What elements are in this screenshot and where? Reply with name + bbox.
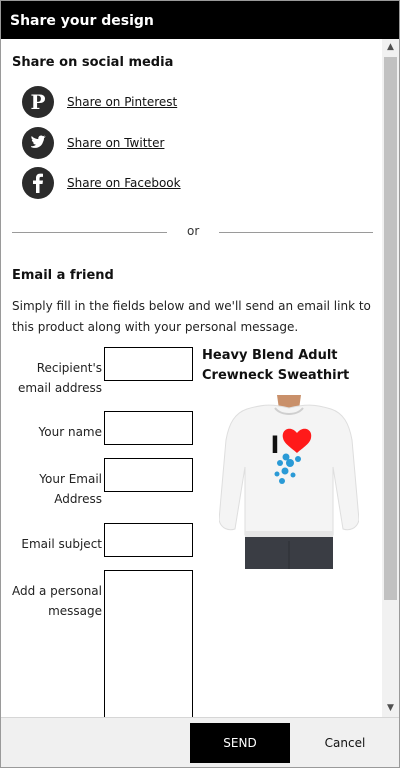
pinterest-icon[interactable] [22,86,54,118]
share-twitter-link[interactable]: Share on Twitter [67,136,165,150]
your-name-input[interactable] [104,411,193,445]
twitter-icon[interactable] [22,127,54,159]
email-subject-label: Email subject [21,537,102,551]
your-name-label: Your name [38,425,102,439]
scrollbar-thumb[interactable] [384,57,397,600]
share-pinterest-row[interactable] [22,86,177,118]
scroll-down-icon[interactable]: ▼ [387,703,394,713]
cancel-button[interactable]: Cancel [305,723,385,763]
print-letter: I [270,431,280,459]
your-email-label: Your Email Address [39,472,102,506]
svg-text:P: P [30,90,46,114]
your-email-input[interactable] [104,458,193,492]
facebook-icon[interactable] [22,167,54,199]
scroll-area[interactable] [1,39,399,717]
share-pinterest-link[interactable]: Share on Pinterest [67,95,178,109]
personal-message-textarea[interactable] [104,570,193,717]
social-section-title: Share on social media [12,55,174,70]
send-button[interactable]: SEND [190,723,290,763]
dialog-header [1,1,399,39]
dialog-title: Share your design [10,13,154,29]
vertical-scrollbar[interactable] [382,39,399,717]
share-facebook-link[interactable]: Share on Facebook [67,176,181,190]
share-twitter-row[interactable] [22,127,164,159]
recipient-email-input[interactable] [104,347,193,381]
share-facebook-row[interactable] [22,167,181,199]
email-description: Simply fill in the fields below and we'll send an email link to this product along with your personal message. [12,299,371,334]
divider-or: or [187,224,200,238]
recipient-email-label: Recipient's email address [17,361,102,395]
dialog-footer [1,717,399,767]
dialog-content [1,39,383,717]
scroll-up-icon[interactable]: ▲ [387,42,394,52]
email-subject-input[interactable] [104,523,193,557]
divider-line-right [219,232,373,233]
personal-message-label: Add a personal message [11,584,102,618]
product-image [219,395,359,569]
product-title: Heavy Blend Adult Crewneck Sweathirt [202,348,350,383]
email-section-title: Email a friend [12,268,114,283]
divider-line-left [12,232,167,233]
